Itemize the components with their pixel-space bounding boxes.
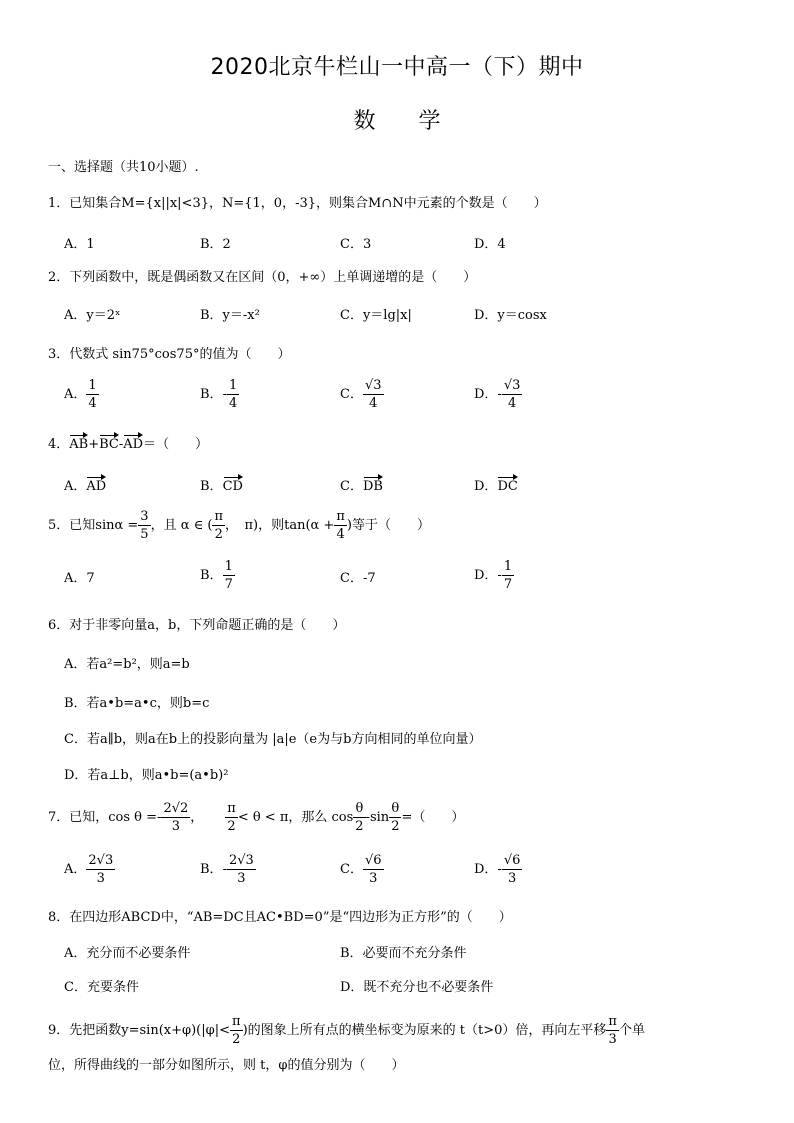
q6-option-b: B．若a•b=a•c，则b=c (64, 696, 210, 711)
page-title: 2020北京牛栏山一中高一（下）期中 (210, 55, 584, 80)
q1-option-b: B．2 (200, 237, 231, 252)
q7-text-d: -sin (365, 810, 390, 825)
q5-text-b: ，且 α ∈ ( (150, 518, 213, 533)
fraction-denominator: 7 (224, 577, 233, 592)
q5-fraction-2 (212, 508, 225, 543)
q7-option-c (340, 852, 384, 887)
q4-suffix: ＝（ ） (143, 437, 209, 452)
q2-option-d: D．y＝cosx (474, 308, 547, 323)
minus-sign: - (118, 437, 124, 452)
q3-option-b (200, 377, 239, 412)
section-heading: 一、选择题（共10小题）. (48, 160, 199, 175)
q7-option-d-sign: - (497, 862, 502, 877)
q5-text-a: 5．已知sinα = (48, 518, 139, 533)
fraction-denominator: 7 (503, 577, 513, 592)
q4-option-d-vector: DC (497, 474, 517, 494)
q7-option-a-fraction (86, 852, 115, 887)
q7-fraction-2 (225, 800, 238, 835)
q6-option-a: A．若a²=b²，则a=b (64, 657, 190, 672)
q5-fraction-1 (138, 508, 150, 543)
q3-option-c-fraction (363, 377, 384, 412)
q7-option-b-sign: - (222, 862, 227, 877)
subject-title: 数 学 (353, 109, 441, 134)
fraction-denominator: 3 (237, 871, 246, 886)
q3-option-a (64, 377, 99, 412)
q7-option-c-fraction (363, 852, 384, 887)
q7-fraction-3 (353, 800, 365, 835)
q7-option-b-label: B． (200, 862, 223, 877)
q4-option-b (200, 474, 243, 494)
fraction-numerator: 1 (224, 559, 233, 574)
q7-text-c: < θ < π，那么 cos (237, 810, 354, 825)
q1-option-a: A．1 (64, 237, 95, 252)
q7-option-d (474, 852, 522, 887)
question-2-stem: 2．下列函数中，既是偶函数又在区间（0，+∞）上单调递增的是（ ） (48, 270, 477, 285)
q2-option-c: C．y＝lg|x| (340, 308, 412, 323)
fraction-denominator: 3 (369, 871, 378, 886)
q4-option-b-label: B． (200, 479, 223, 494)
q1-option-c: C．3 (340, 237, 372, 252)
q5-option-a: A．7 (64, 571, 95, 586)
fraction-numerator: 1 (88, 378, 97, 393)
fraction-denominator: 5 (140, 527, 149, 542)
q4-option-a-label: A． (64, 479, 87, 494)
vector-ad: AD (123, 432, 143, 452)
q4-option-d-label: D． (474, 479, 498, 494)
q8-option-a: A．充分而不必要条件 (64, 946, 191, 961)
fraction-numerator: θ (389, 800, 401, 818)
q5-text-c: ， π)，则tan(α + (224, 518, 335, 533)
fraction-numerator: 2√3 (88, 853, 114, 868)
fraction-numerator: π (227, 801, 236, 816)
q3-option-d-label: D． (474, 387, 498, 402)
q5-option-b (200, 558, 235, 593)
fraction-numerator: 1 (503, 559, 513, 574)
q5-option-b-label: B． (200, 568, 223, 583)
plus-sign: + (88, 437, 100, 452)
question-8-stem: 8．在四边形ABCD中，“AB=DC且AC•BD=0”是“四边形为正方形”的（ ） (48, 910, 512, 925)
question-9-stem (48, 1013, 645, 1048)
q4-option-c-vector: DB (363, 474, 383, 494)
q3-option-b-sign: - (222, 387, 227, 402)
q5-option-d-fraction (502, 558, 514, 593)
fraction-numerator: π (336, 509, 345, 524)
q7-option-c-label: C． (340, 862, 363, 877)
fraction-numerator: √3 (364, 378, 382, 393)
fraction-numerator: 2√3 (228, 853, 254, 868)
q7-option-b (200, 852, 256, 887)
fraction-denominator: 2 (391, 819, 400, 834)
q3-option-d (474, 377, 522, 412)
q7-option-a-label: A． (64, 862, 87, 877)
q7-option-a (64, 852, 115, 887)
vector-bc: BC (99, 432, 119, 452)
question-6-stem: 6．对于非零向量a，b，下列命题正确的是（ ） (48, 618, 346, 633)
fraction-numerator: π (232, 1014, 241, 1029)
fraction-denominator: 3 (171, 819, 180, 834)
q9-text-a: 9．先把函数y=sin(x+φ)(|φ|< (48, 1023, 231, 1038)
fraction-numerator: √3 (503, 378, 521, 393)
fraction-numerator: √6 (503, 853, 521, 868)
question-4-stem (48, 432, 208, 452)
fraction-denominator: 2 (214, 527, 223, 542)
q5-option-c: C．-7 (340, 571, 376, 586)
fraction-numerator: π (608, 1014, 617, 1029)
q3-option-d-sign: - (497, 387, 502, 402)
question-3-stem: 3．代数式 sin75°cos75°的值为（ ） (48, 347, 291, 362)
q3-option-c (340, 377, 384, 412)
question-7-stem (48, 800, 464, 835)
fraction-denominator: 4 (88, 396, 97, 411)
fraction-denominator: 4 (336, 527, 345, 542)
q3-option-b-fraction (227, 377, 239, 412)
q3-option-a-label: A． (64, 387, 87, 402)
q5-text-d: )等于（ ） (346, 518, 430, 533)
q4-number: 4． (48, 437, 70, 452)
q7-option-d-fraction (502, 852, 523, 887)
question-9-line-2: 位，所得曲线的一部分如图所示，则 t，φ的值分别为（ ） (48, 1058, 405, 1073)
q4-option-a (64, 474, 106, 494)
q8-option-d: D．既不充分也不必要条件 (340, 980, 494, 995)
q5-option-d-label: D．- (474, 568, 502, 583)
fraction-denominator: 2 (227, 819, 236, 834)
fraction-numerator: 1 (228, 378, 238, 393)
q6-option-c: C．若a∥b，则a在b上的投影向量为 |a|e（e为与b方向相同的单位向量） (64, 732, 482, 747)
q7-text-e: =（ ） (401, 810, 465, 825)
q5-fraction-3 (334, 508, 347, 543)
q7-text-b: ， (190, 810, 204, 825)
fraction-numerator: 3 (140, 509, 149, 524)
question-1-stem: 1．已知集合M={x||x|<3}，N={1，0，-3}，则集合M∩N中元素的个数是（ ） (48, 196, 547, 211)
fraction-denominator: 3 (507, 871, 517, 886)
q7-fraction-4 (389, 800, 401, 835)
q2-option-b: B．y＝-x² (200, 308, 260, 323)
q3-option-a-fraction (86, 377, 98, 412)
question-5-stem (48, 508, 430, 543)
q3-option-d-fraction (502, 377, 523, 412)
q1-option-d: D．4 (474, 237, 506, 252)
q3-option-c-label: C． (340, 387, 363, 402)
fraction-denominator: 2 (355, 819, 364, 834)
q7-option-b-fraction (227, 852, 256, 887)
fraction-numerator: θ (353, 800, 365, 818)
q7-option-d-label: D． (474, 862, 498, 877)
q8-option-c: C．充要条件 (64, 980, 139, 995)
fraction-denominator: 2 (232, 1032, 241, 1047)
fraction-denominator: 4 (507, 396, 517, 411)
q4-option-b-vector: CD (223, 474, 243, 494)
q9-text-c: 个单 (618, 1023, 645, 1038)
q4-option-a-vector: AD (86, 474, 106, 494)
q9-fraction-1 (230, 1013, 243, 1048)
vector-ab: AB (69, 432, 88, 452)
q6-option-d: D．若a⊥b，则a•b=(a•b)² (64, 768, 229, 783)
q2-option-a: A．y＝2ˣ (64, 308, 121, 323)
fraction-denominator: 4 (228, 396, 238, 411)
fraction-numerator: 2√2 (163, 801, 189, 816)
q7-text-a: 7．已知，cos θ =- (48, 810, 162, 825)
fraction-denominator: 3 (96, 871, 105, 886)
q9-fraction-2 (606, 1013, 619, 1048)
q5-option-b-fraction (223, 558, 235, 593)
q7-fraction-1 (161, 800, 190, 835)
fraction-numerator: √6 (364, 853, 382, 868)
fraction-numerator: π (214, 509, 223, 524)
q4-option-c (340, 474, 383, 494)
q4-option-c-label: C． (340, 479, 363, 494)
fraction-denominator: 4 (369, 396, 378, 411)
q3-option-b-label: B． (200, 387, 223, 402)
fraction-denominator: 3 (608, 1032, 617, 1047)
q5-option-d (474, 558, 514, 593)
q9-text-b: )的图象上所有点的横坐标变为原来的 t（t>0）倍，再向左平移 (242, 1023, 607, 1038)
q8-option-b: B．必要而不充分条件 (340, 946, 467, 961)
q4-option-d (474, 474, 518, 494)
